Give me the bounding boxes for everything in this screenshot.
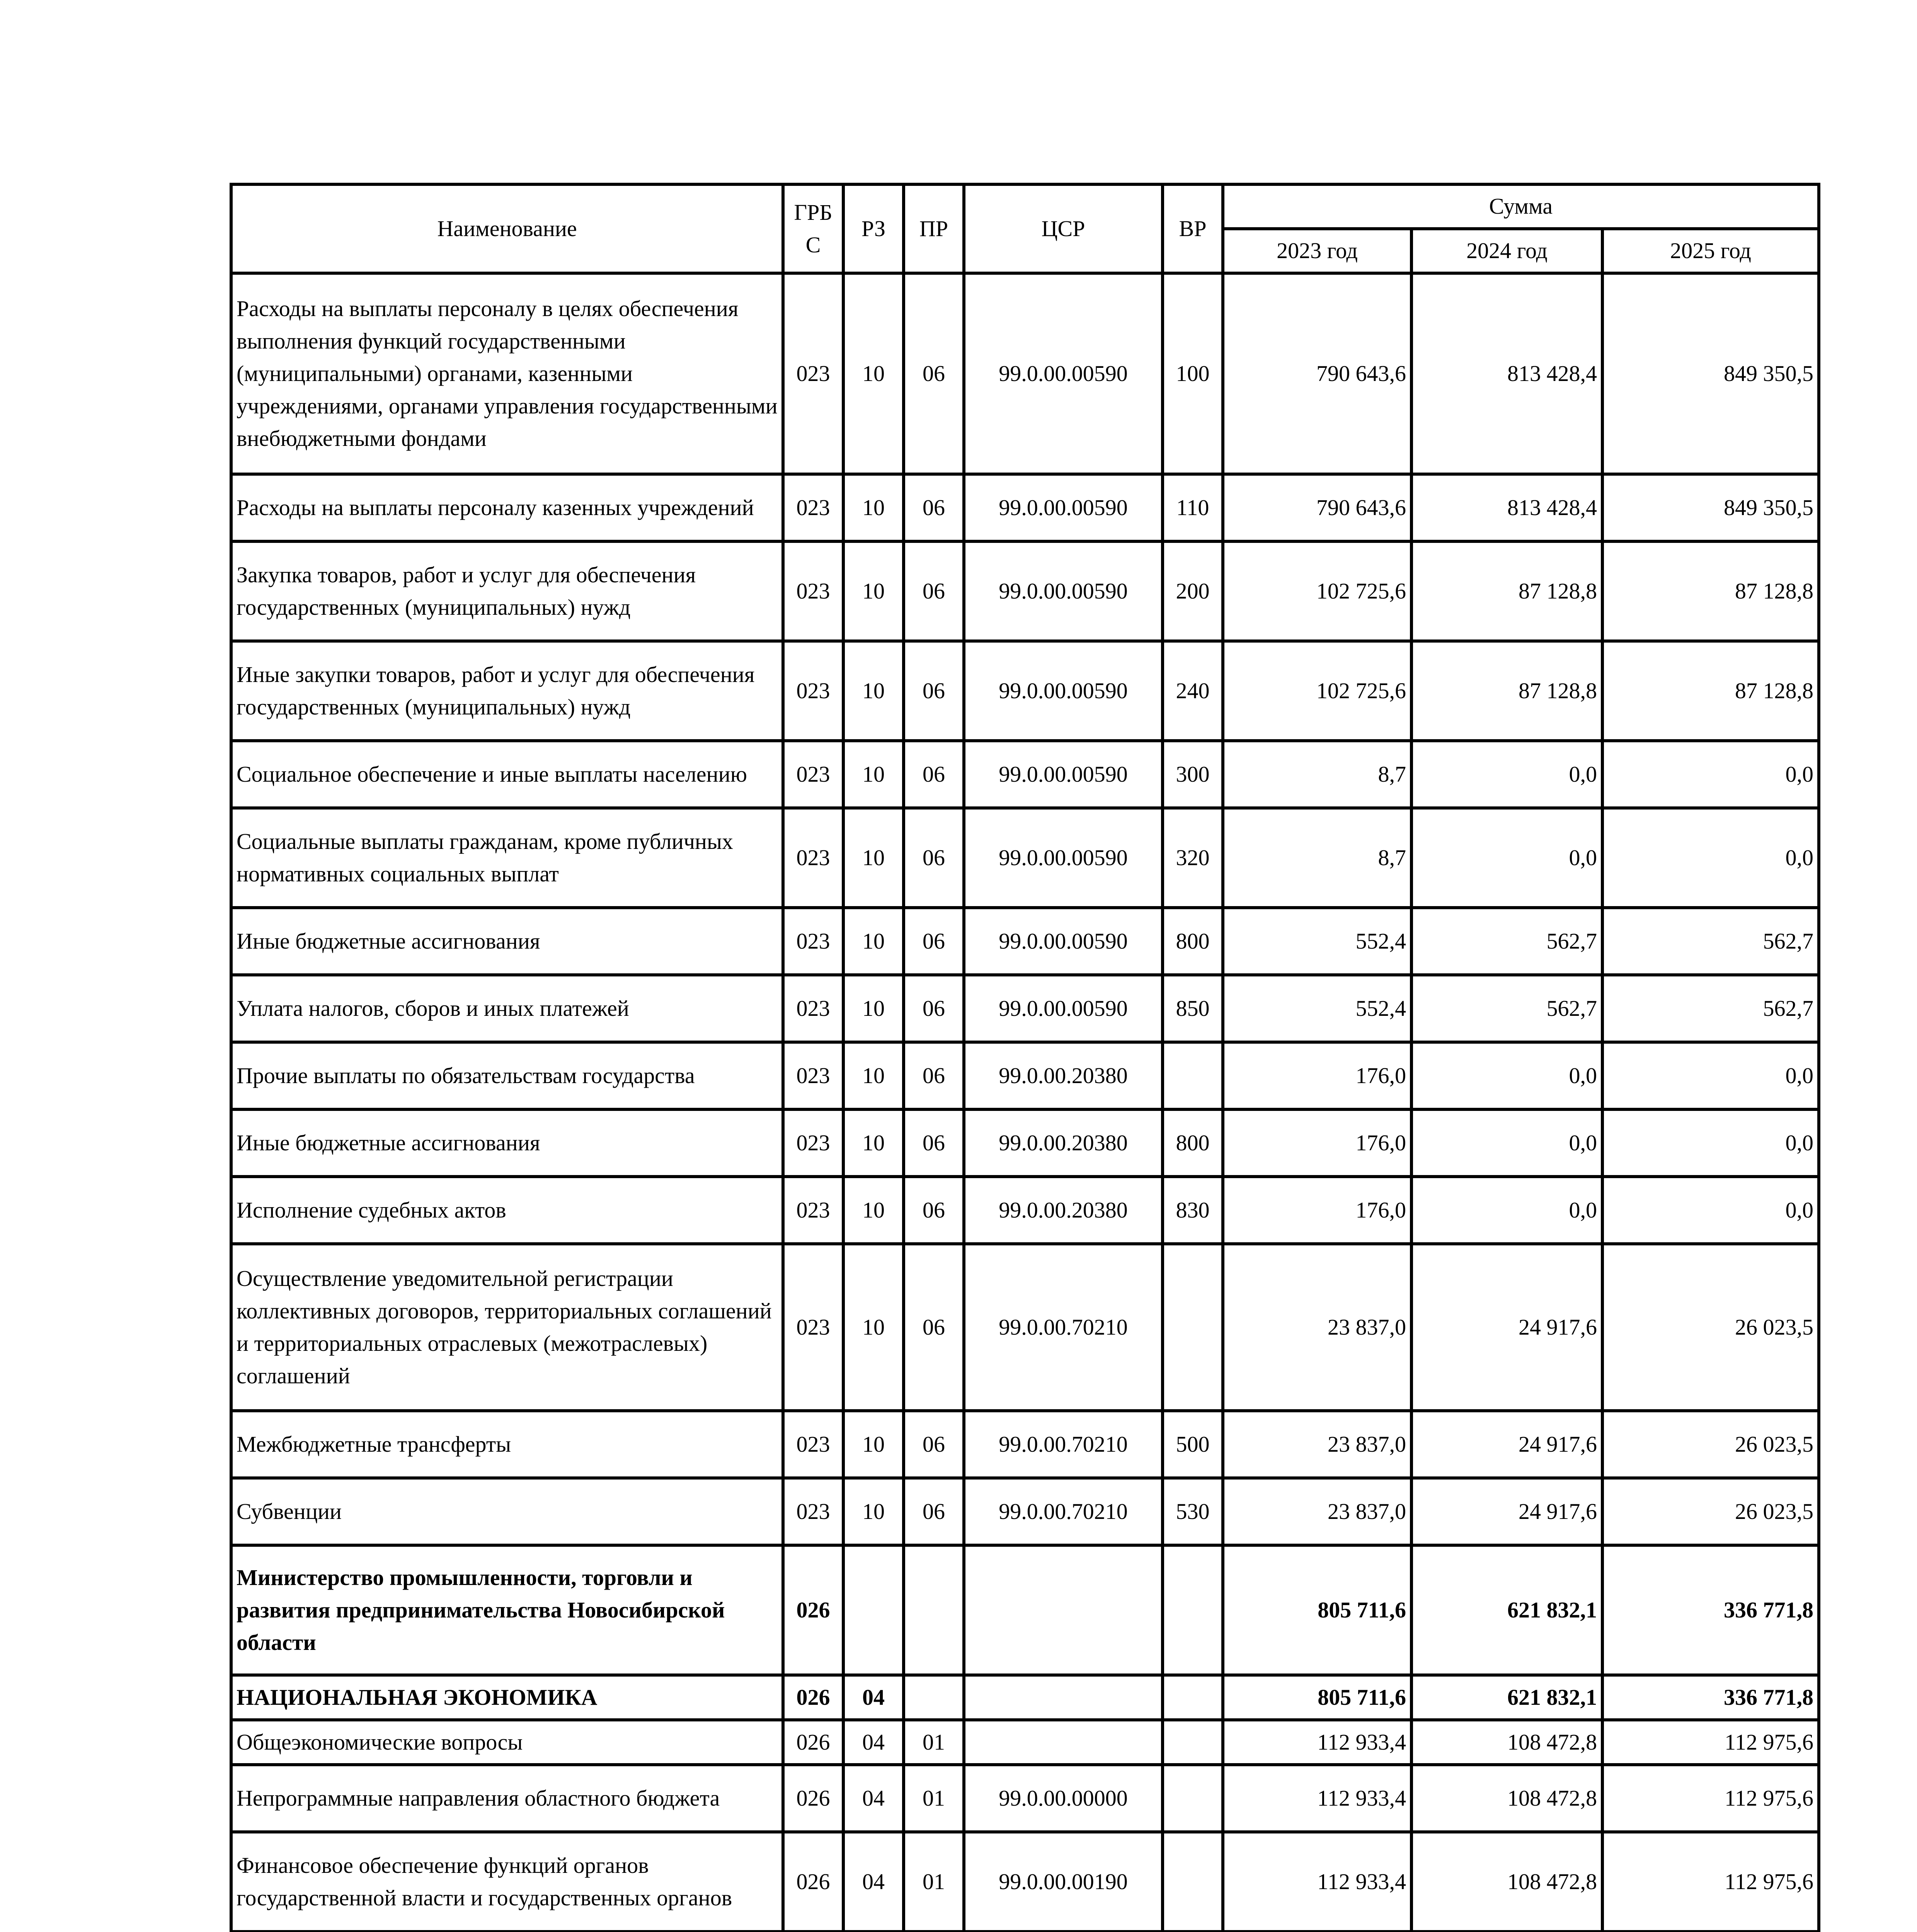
cell-vr: 320 (1163, 808, 1223, 908)
cell-grbs: 026 (783, 1675, 843, 1720)
cell-amount-2025: 0,0 (1602, 1109, 1819, 1177)
cell-csr: 99.0.00.00590 (964, 641, 1163, 741)
cell-amount-2025: 26 023,5 (1602, 1411, 1819, 1478)
cell-grbs: 023 (783, 808, 843, 908)
cell-csr: 99.0.00.20380 (964, 1042, 1163, 1109)
header-year-2025: 2025 год (1602, 229, 1819, 273)
cell-pr: 06 (904, 273, 964, 474)
budget-table (230, 183, 1820, 1932)
header-pr: ПР (904, 184, 964, 273)
table-header (231, 184, 1819, 273)
table-row (231, 1042, 1819, 1109)
cell-pr: 06 (904, 808, 964, 908)
cell-grbs: 023 (783, 1042, 843, 1109)
cell-amount-2023: 790 643,6 (1223, 273, 1411, 474)
cell-name: Межбюджетные трансферты (231, 1411, 783, 1478)
cell-name: Прочие выплаты по обязательствам государства (231, 1042, 783, 1109)
cell-name: Финансовое обеспечение функций органов государственной власти и государственных органов (231, 1832, 783, 1932)
cell-name: Иные закупки товаров, работ и услуг для обеспечения государственных (муниципальных) нужд (231, 641, 783, 741)
cell-pr: 01 (904, 1720, 964, 1765)
cell-rz: 10 (843, 1478, 904, 1545)
cell-pr: 06 (904, 908, 964, 975)
cell-grbs: 023 (783, 1478, 843, 1545)
cell-amount-2025: 849 350,5 (1602, 474, 1819, 541)
cell-pr: 06 (904, 1177, 964, 1244)
cell-pr: 06 (904, 1478, 964, 1545)
cell-amount-2023: 102 725,6 (1223, 541, 1411, 641)
cell-grbs: 023 (783, 1177, 843, 1244)
cell-rz: 10 (843, 1042, 904, 1109)
cell-amount-2024: 562,7 (1411, 975, 1602, 1042)
cell-pr: 06 (904, 975, 964, 1042)
cell-amount-2025: 562,7 (1602, 975, 1819, 1042)
table-row (231, 741, 1819, 808)
cell-vr (1163, 1675, 1223, 1720)
cell-amount-2024: 621 832,1 (1411, 1675, 1602, 1720)
cell-amount-2025: 87 128,8 (1602, 641, 1819, 741)
cell-amount-2025: 849 350,5 (1602, 273, 1819, 474)
cell-rz: 10 (843, 808, 904, 908)
cell-rz: 10 (843, 1177, 904, 1244)
table-row (231, 1411, 1819, 1478)
cell-vr: 200 (1163, 541, 1223, 641)
cell-amount-2024: 24 917,6 (1411, 1244, 1602, 1411)
cell-amount-2025: 26 023,5 (1602, 1478, 1819, 1545)
cell-grbs: 023 (783, 641, 843, 741)
cell-amount-2023: 805 711,6 (1223, 1675, 1411, 1720)
cell-amount-2025: 336 771,8 (1602, 1545, 1819, 1675)
cell-vr: 800 (1163, 1109, 1223, 1177)
cell-amount-2024: 0,0 (1411, 808, 1602, 908)
cell-pr: 06 (904, 1244, 964, 1411)
cell-name: Расходы на выплаты персоналу в целях обеспечения выполнения функций государственными (муниципальными) органами, казенными учреждениями, органами управления государственными внебюджетными фондами (231, 273, 783, 474)
cell-pr: 06 (904, 541, 964, 641)
cell-amount-2025: 0,0 (1602, 808, 1819, 908)
cell-csr: 99.0.00.00590 (964, 975, 1163, 1042)
cell-amount-2023: 790 643,6 (1223, 474, 1411, 541)
cell-amount-2024: 813 428,4 (1411, 273, 1602, 474)
cell-name: Уплата налогов, сборов и иных платежей (231, 975, 783, 1042)
cell-name: Иные бюджетные ассигнования (231, 908, 783, 975)
header-name: Наименование (231, 184, 783, 273)
cell-pr: 06 (904, 474, 964, 541)
cell-csr (964, 1545, 1163, 1675)
cell-amount-2025: 112 975,6 (1602, 1832, 1819, 1932)
table-row (231, 1478, 1819, 1545)
cell-amount-2024: 0,0 (1411, 1109, 1602, 1177)
cell-rz: 04 (843, 1675, 904, 1720)
cell-rz: 10 (843, 1109, 904, 1177)
cell-pr: 01 (904, 1765, 964, 1832)
cell-rz: 04 (843, 1832, 904, 1932)
cell-name: Исполнение судебных актов (231, 1177, 783, 1244)
header-year-2024: 2024 год (1411, 229, 1602, 273)
cell-csr: 99.0.00.00590 (964, 541, 1163, 641)
cell-csr: 99.0.00.00590 (964, 273, 1163, 474)
cell-grbs: 026 (783, 1720, 843, 1765)
cell-amount-2024: 0,0 (1411, 1177, 1602, 1244)
table-body (231, 273, 1819, 1932)
cell-name: Социальные выплаты гражданам, кроме публичных нормативных социальных выплат (231, 808, 783, 908)
cell-amount-2025: 0,0 (1602, 1042, 1819, 1109)
table-row (231, 641, 1819, 741)
cell-name: Социальное обеспечение и иные выплаты населению (231, 741, 783, 808)
cell-vr: 830 (1163, 1177, 1223, 1244)
cell-amount-2025: 87 128,8 (1602, 541, 1819, 641)
cell-csr: 99.0.00.00590 (964, 908, 1163, 975)
cell-amount-2023: 23 837,0 (1223, 1411, 1411, 1478)
cell-csr: 99.0.00.00590 (964, 741, 1163, 808)
cell-pr: 06 (904, 1109, 964, 1177)
cell-amount-2025: 0,0 (1602, 1177, 1819, 1244)
table-row (231, 1109, 1819, 1177)
cell-grbs: 023 (783, 273, 843, 474)
cell-grbs: 023 (783, 474, 843, 541)
cell-pr (904, 1675, 964, 1720)
table-row (231, 541, 1819, 641)
cell-name: Закупка товаров, работ и услуг для обеспечения государственных (муниципальных) нужд (231, 541, 783, 641)
table-row (231, 975, 1819, 1042)
header-vr: ВР (1163, 184, 1223, 273)
cell-amount-2023: 112 933,4 (1223, 1765, 1411, 1832)
cell-rz: 04 (843, 1765, 904, 1832)
cell-rz (843, 1545, 904, 1675)
cell-vr: 850 (1163, 975, 1223, 1042)
cell-rz: 10 (843, 741, 904, 808)
cell-grbs: 026 (783, 1545, 843, 1675)
cell-name: НАЦИОНАЛЬНАЯ ЭКОНОМИКА (231, 1675, 783, 1720)
cell-amount-2023: 552,4 (1223, 975, 1411, 1042)
cell-amount-2024: 108 472,8 (1411, 1765, 1602, 1832)
cell-amount-2025: 112 975,6 (1602, 1765, 1819, 1832)
cell-rz: 10 (843, 541, 904, 641)
cell-vr: 500 (1163, 1411, 1223, 1478)
cell-csr: 99.0.00.00000 (964, 1765, 1163, 1832)
table-row (231, 1177, 1819, 1244)
cell-vr: 240 (1163, 641, 1223, 741)
cell-csr (964, 1720, 1163, 1765)
table-row (231, 273, 1819, 474)
table-row (231, 1765, 1819, 1832)
cell-csr: 99.0.00.70210 (964, 1478, 1163, 1545)
cell-name: Общеэкономические вопросы (231, 1720, 783, 1765)
cell-amount-2023: 8,7 (1223, 741, 1411, 808)
cell-csr: 99.0.00.20380 (964, 1177, 1163, 1244)
cell-grbs: 023 (783, 975, 843, 1042)
cell-amount-2023: 552,4 (1223, 908, 1411, 975)
table-row (231, 808, 1819, 908)
table-row (231, 908, 1819, 975)
cell-name: Непрограммные направления областного бюджета (231, 1765, 783, 1832)
cell-rz: 10 (843, 641, 904, 741)
cell-grbs: 023 (783, 1109, 843, 1177)
cell-rz: 10 (843, 1411, 904, 1478)
cell-amount-2024: 0,0 (1411, 741, 1602, 808)
cell-rz: 04 (843, 1720, 904, 1765)
header-rz: РЗ (843, 184, 904, 273)
cell-amount-2023: 176,0 (1223, 1109, 1411, 1177)
header-grbs: ГРБС (783, 184, 843, 273)
cell-amount-2023: 102 725,6 (1223, 641, 1411, 741)
cell-csr: 99.0.00.00590 (964, 474, 1163, 541)
cell-grbs: 023 (783, 741, 843, 808)
cell-amount-2023: 176,0 (1223, 1042, 1411, 1109)
cell-vr (1163, 1720, 1223, 1765)
table-row (231, 1675, 1819, 1720)
cell-amount-2024: 562,7 (1411, 908, 1602, 975)
cell-amount-2023: 805 711,6 (1223, 1545, 1411, 1675)
table-row (231, 1545, 1819, 1675)
cell-amount-2024: 108 472,8 (1411, 1720, 1602, 1765)
cell-name: Осуществление уведомительной регистрации коллективных договоров, территориальных соглашений и территориальных отраслевых (межотраслевых) соглашений (231, 1244, 783, 1411)
table-row (231, 1832, 1819, 1932)
cell-vr: 300 (1163, 741, 1223, 808)
cell-grbs: 026 (783, 1832, 843, 1932)
cell-vr (1163, 1042, 1223, 1109)
cell-name: Министерство промышленности, торговли и развития предпринимательства Новосибирской области (231, 1545, 783, 1675)
cell-amount-2024: 24 917,6 (1411, 1411, 1602, 1478)
cell-rz: 10 (843, 1244, 904, 1411)
cell-vr: 100 (1163, 273, 1223, 474)
cell-amount-2024: 87 128,8 (1411, 641, 1602, 741)
cell-name: Расходы на выплаты персоналу казенных учреждений (231, 474, 783, 541)
table-row (231, 1720, 1819, 1765)
cell-rz: 10 (843, 273, 904, 474)
cell-grbs: 023 (783, 541, 843, 641)
cell-amount-2024: 24 917,6 (1411, 1478, 1602, 1545)
cell-amount-2025: 336 771,8 (1602, 1675, 1819, 1720)
cell-pr: 06 (904, 641, 964, 741)
cell-pr: 06 (904, 741, 964, 808)
cell-grbs: 026 (783, 1765, 843, 1832)
cell-vr: 800 (1163, 908, 1223, 975)
cell-rz: 10 (843, 975, 904, 1042)
cell-pr: 06 (904, 1411, 964, 1478)
cell-grbs: 023 (783, 1244, 843, 1411)
cell-name: Иные бюджетные ассигнования (231, 1109, 783, 1177)
cell-amount-2025: 0,0 (1602, 741, 1819, 808)
cell-amount-2024: 813 428,4 (1411, 474, 1602, 541)
cell-csr: 99.0.00.70210 (964, 1411, 1163, 1478)
cell-vr (1163, 1244, 1223, 1411)
cell-pr: 06 (904, 1042, 964, 1109)
table-row (231, 1244, 1819, 1411)
cell-amount-2024: 87 128,8 (1411, 541, 1602, 641)
cell-amount-2024: 108 472,8 (1411, 1832, 1602, 1932)
header-csr: ЦСР (964, 184, 1163, 273)
cell-rz: 10 (843, 474, 904, 541)
cell-pr: 01 (904, 1832, 964, 1932)
cell-csr (964, 1675, 1163, 1720)
cell-amount-2023: 23 837,0 (1223, 1478, 1411, 1545)
cell-pr (904, 1545, 964, 1675)
cell-vr: 530 (1163, 1478, 1223, 1545)
cell-name: Субвенции (231, 1478, 783, 1545)
cell-rz: 10 (843, 908, 904, 975)
cell-amount-2023: 176,0 (1223, 1177, 1411, 1244)
cell-grbs: 023 (783, 1411, 843, 1478)
cell-vr (1163, 1765, 1223, 1832)
cell-amount-2025: 562,7 (1602, 908, 1819, 975)
cell-vr: 110 (1163, 474, 1223, 541)
cell-amount-2023: 112 933,4 (1223, 1832, 1411, 1932)
header-year-2023: 2023 год (1223, 229, 1411, 273)
cell-csr: 99.0.00.00590 (964, 808, 1163, 908)
cell-amount-2024: 621 832,1 (1411, 1545, 1602, 1675)
cell-csr: 99.0.00.70210 (964, 1244, 1163, 1411)
cell-grbs: 023 (783, 908, 843, 975)
cell-amount-2023: 8,7 (1223, 808, 1411, 908)
cell-csr: 99.0.00.00190 (964, 1832, 1163, 1932)
cell-vr (1163, 1832, 1223, 1932)
header-sum: Сумма (1223, 184, 1819, 229)
cell-vr (1163, 1545, 1223, 1675)
cell-amount-2025: 26 023,5 (1602, 1244, 1819, 1411)
cell-amount-2024: 0,0 (1411, 1042, 1602, 1109)
cell-amount-2023: 23 837,0 (1223, 1244, 1411, 1411)
cell-amount-2023: 112 933,4 (1223, 1720, 1411, 1765)
table-row (231, 474, 1819, 541)
cell-csr: 99.0.00.20380 (964, 1109, 1163, 1177)
cell-amount-2025: 112 975,6 (1602, 1720, 1819, 1765)
